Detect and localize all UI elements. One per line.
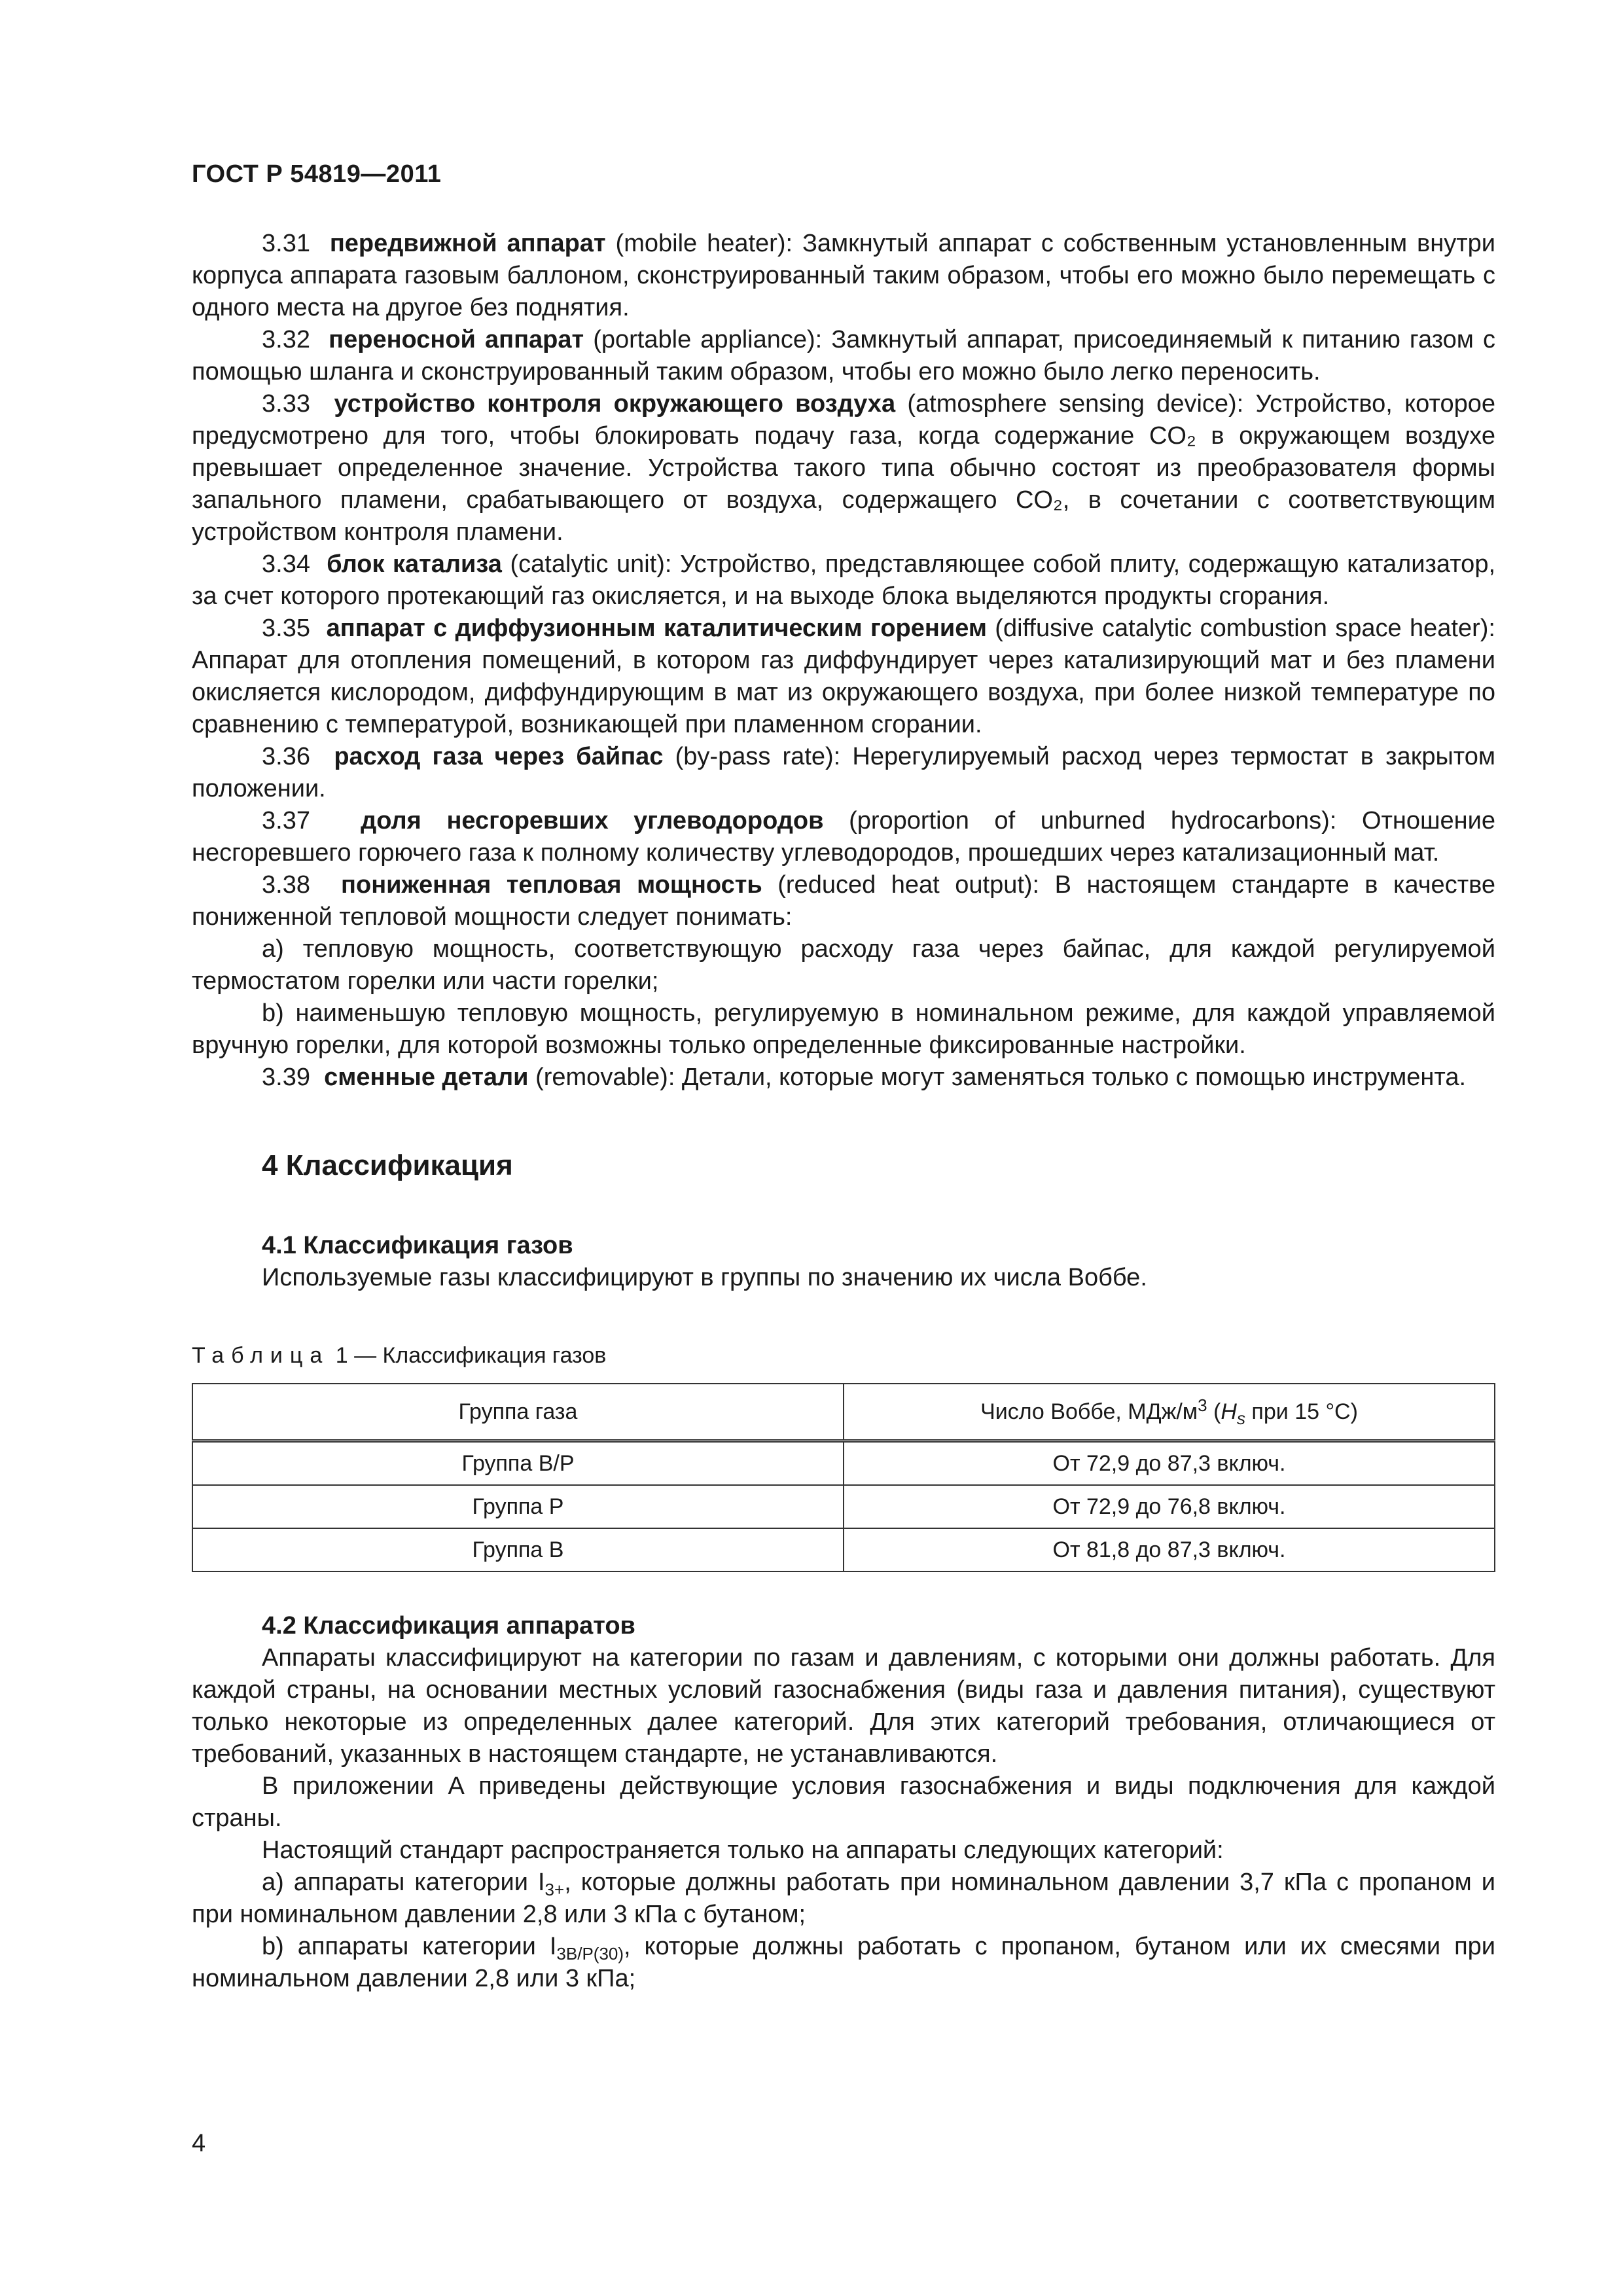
table-caption-text: 1 — Классификация газов [329, 1343, 607, 1368]
table-header-row [192, 1384, 1495, 1441]
definition-paragraph [192, 228, 1495, 324]
header-text: Число Воббе, МДж/м [980, 1399, 1198, 1424]
definition-paragraph [192, 388, 1495, 548]
paragraph: Настоящий стандарт распространяется только на аппараты следующих категорий: [262, 1837, 1224, 1864]
table-cell-group: Группа P [192, 1485, 844, 1528]
list-item-text: a) аппараты категории I [262, 1869, 545, 1896]
definition-paragraph [192, 324, 1495, 388]
table-row [192, 1485, 1495, 1528]
definition-number: 3.36 [262, 743, 310, 770]
definition-text: (catalytic unit): Устройство, представляющее собой плиту, содержащую катализатор, за счет которого протекающий газ окисляется, и на выходе блока выделяются продукты сгорания. [192, 550, 1496, 610]
paragraph: Аппараты классифицируют на категории по газам и давлениям, с которыми они должны работать. Для каждой страны, на основании местных условий газоснабжения (виды газа и давления питания), существуют только некоторые из определенных далее категорий. Для этих категорий требования, отличающиеся от требований, указанных в настоящем стандарте, не устанавливаются. [192, 1644, 1495, 1768]
table-cell-wobbe: От 72,9 до 76,8 включ. [844, 1485, 1495, 1528]
definition-term: устройство контроля окружающего воздуха [334, 390, 896, 418]
paragraph: В приложении А приведены действующие условия газоснабжения и виды подключения для каждой страны. [192, 1772, 1495, 1832]
definition-number: 3.33 [262, 390, 310, 418]
table-cell-group: Группа B [192, 1528, 844, 1571]
definition-number: 3.31 [262, 230, 310, 257]
definition-text: (by-pass rate): Нерегулируемый расход через термостат в закрытом положении. [192, 743, 1495, 802]
page-number: 4 [192, 2130, 206, 2157]
table-caption-word: Таблица [192, 1343, 330, 1368]
definition-number: 3.32 [262, 326, 310, 353]
list-item: a) тепловую мощность, соответствующую расходу газа через байпас, для каждой регулируемой термостатом горелки или части горелки; [192, 935, 1495, 995]
table-cell-group: Группа B/P [192, 1441, 844, 1486]
subsection-heading: 4.1 Классификация газов [262, 1232, 573, 1259]
symbol: H [1221, 1399, 1237, 1424]
subscript: 3+ [544, 1880, 565, 1899]
paragraph: Используемые газы классифицируют в группы по значению их числа Воббе. [262, 1264, 1147, 1291]
table-row [192, 1441, 1495, 1486]
subscript: s [1236, 1408, 1245, 1428]
subscript: 3B/P(30) [556, 1944, 624, 1964]
list-item [192, 1867, 1495, 1931]
definition-term: пониженная тепловая мощность [341, 871, 762, 899]
definition-text: (portable appliance): Замкнутый аппарат, присоединяемый к питанию газом с помощью шланга и сконструированный таким образом, чтобы его можно было легко переносить. [192, 326, 1495, 386]
list-item [192, 1931, 1495, 1995]
list-item-text: , которые должны работать при номинальном давлении 3,7 кПа с пропаном и при номинальном давлении 2,8 или 3 кПа с бутаном; [192, 1869, 1496, 1928]
definition-term: аппарат с диффузионным каталитическим горением [326, 615, 987, 642]
table-header-cell: Группа газа [192, 1384, 844, 1441]
list-item-text: b) аппараты категории I [262, 1933, 557, 1960]
header-text: при 15 °C) [1245, 1399, 1358, 1424]
definition-term: блок катализа [327, 550, 502, 578]
document-body [192, 228, 1495, 1995]
definition-text: (reduced heat output): В настоящем стандарте в качестве пониженной тепловой мощности следует понимать: [192, 871, 1495, 931]
table-cell-wobbe: От 72,9 до 87,3 включ. [844, 1441, 1495, 1486]
definition-number: 3.35 [262, 615, 310, 642]
table-row [192, 1528, 1495, 1571]
definition-number: 3.38 [262, 871, 310, 899]
definition-paragraph [192, 548, 1495, 613]
definition-term: доля несгоревших углеводородов [361, 807, 824, 834]
list-item-text: , которые должны работать с пропаном, бутаном или их смесями при номинальном давлении 2,8 или 3 кПа; [192, 1933, 1496, 1992]
definition-paragraph [192, 613, 1495, 741]
header-text: ( [1207, 1399, 1221, 1424]
definition-text: (mobile heater): Замкнутый аппарат с собственным установленным внутри корпуса аппарата газовым баллоном, сконструированный таким образом, чтобы его можно было перемещать с одного места на другое без поднятия. [192, 230, 1495, 321]
definition-term: передвижной аппарат [329, 230, 606, 257]
subsection-heading: 4.2 Классификация аппаратов [262, 1612, 635, 1640]
definition-text: (proportion of unburned hydrocarbons): Отношение несгоревшего горючего газа к полному количеству углеводородов, прошедших через катализационный мат. [192, 807, 1495, 867]
definition-number: 3.34 [262, 550, 310, 578]
document-header: ГОСТ Р 54819—2011 [192, 160, 442, 188]
definition-term: расход газа через байпас [334, 743, 664, 770]
definition-paragraph [192, 869, 1495, 933]
definition-number: 3.39 [262, 1064, 310, 1091]
definition-text: (removable): Детали, которые могут заменяться только с помощью инструмента. [528, 1064, 1467, 1091]
table-cell-wobbe: От 81,8 до 87,3 включ. [844, 1528, 1495, 1571]
section-heading: 4 Классификация [262, 1149, 513, 1181]
definition-number: 3.37 [262, 807, 310, 834]
table-caption [192, 1341, 1495, 1370]
definitions-list [192, 228, 1495, 1094]
table-header-cell [844, 1384, 1495, 1441]
definition-text: (atmosphere sensing device): Устройство, которое предусмотрено для того, чтобы блокировать подачу газа, когда содержание CO₂ в окружающем воздухе превышает определенное значение. Устройства такого типа обычно состоят из преобразователя формы запального пламени, срабатывающего от воздуха, содержащего CO₂, в сочетании с соответствующим устройством контроля пламени. [192, 390, 1495, 546]
gas-classification-table [192, 1383, 1495, 1572]
definition-paragraph [192, 1062, 1495, 1094]
definition-term: сменные детали [324, 1064, 529, 1091]
list-item: b) наименьшую тепловую мощность, регулируемую в номинальном режиме, для каждой управляемой вручную горелки, для которой возможны только определенные фиксированные настройки. [192, 999, 1495, 1059]
definition-paragraph [192, 805, 1495, 869]
definition-paragraph [192, 741, 1495, 805]
definition-term: переносной аппарат [329, 326, 584, 353]
definition-text: (diffusive catalytic combustion space heater): Аппарат для отопления помещений, в котором газ диффундирует через катализирующий мат и без пламени окисляется кислородом, диффундирующим в мат из окружающего воздуха, при более низкой температуре по сравнению с температурой, возникающей при пламенном сгорании. [192, 615, 1495, 738]
superscript: 3 [1198, 1395, 1207, 1415]
